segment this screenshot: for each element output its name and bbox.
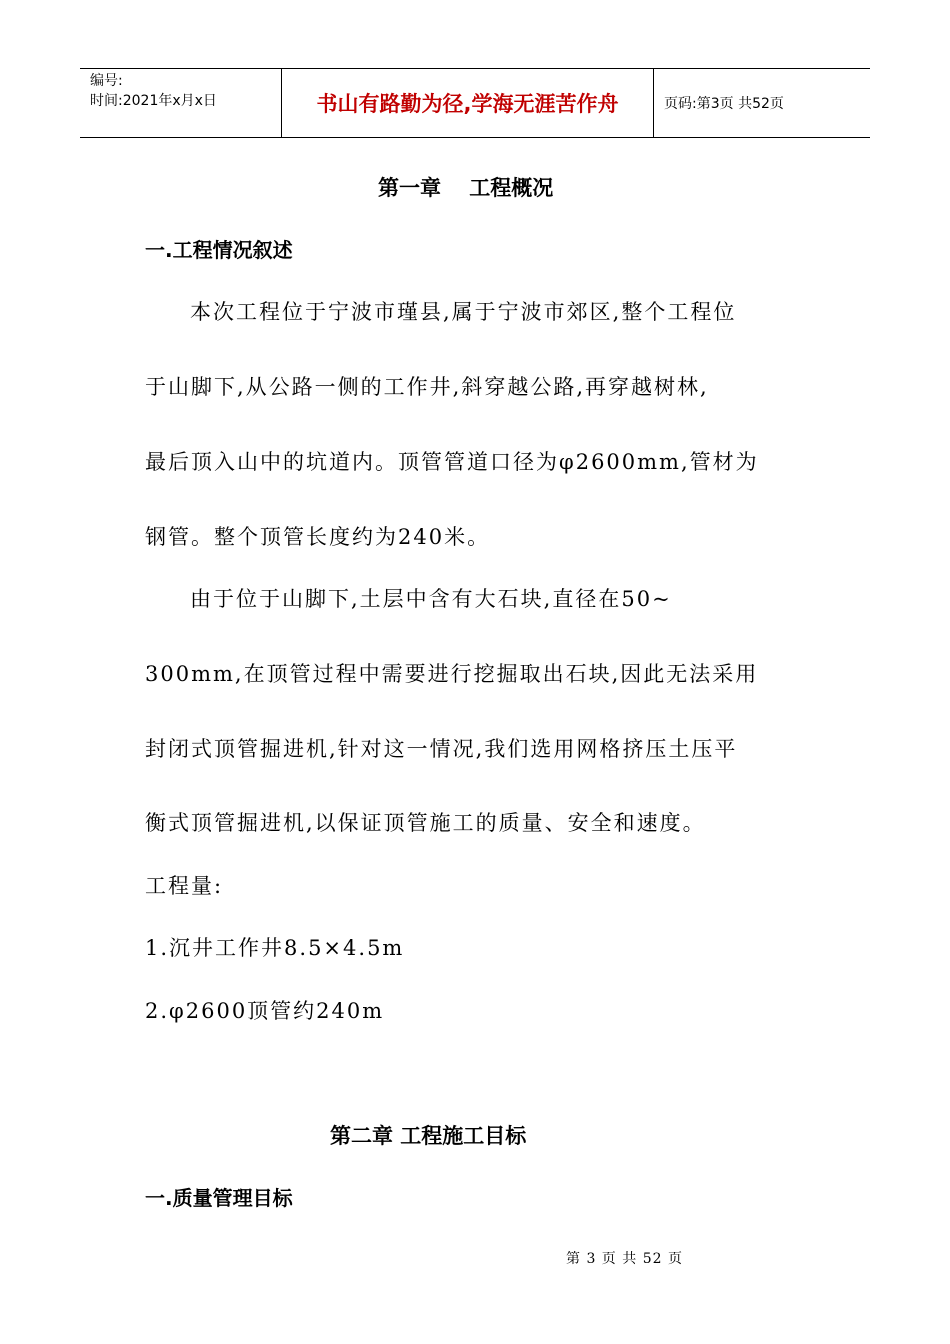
body-line: 衡式顶管掘进机,以保证顶管施工的质量、安全和速度。 [145,811,706,835]
chapter-1-title: 第一章 工程概况 [378,176,554,200]
header-motto: 书山有路勤为径,学海无涯苦作舟 [282,69,654,137]
chapter-2-title: 第二章 工程施工目标 [330,1124,527,1148]
quantity-label: 工程量: [145,874,224,898]
chapter-2-section-1-title: 一.质量管理目标 [145,1186,293,1210]
page-footer: 第 3 页 共 52 页 [566,1251,683,1267]
quantity-item-1: 1.沉井工作井8.5×4.5m [145,936,405,960]
body-line: 本次工程位于宁波市瑾县,属于宁波市郊区,整个工程位 [190,300,737,324]
body-line: 最后顶入山中的坑道内。顶管管道口径为φ2600mm,管材为 [145,450,759,474]
page-header [80,68,870,138]
serial-number-label: 编号: [90,73,123,89]
body-line: 300mm,在顶管过程中需要进行挖掘取出石块,因此无法采用 [145,662,759,686]
header-left-cell [80,69,282,137]
quantity-item-2: 2.φ2600顶管约240m [145,999,385,1023]
body-line: 于山脚下,从公路一侧的工作井,斜穿越公路,再穿越树林, [145,375,709,399]
time-label: 时间:2021年x月x日 [90,93,217,109]
header-page-info: 页码:第3页 共52页 [664,96,784,112]
body-line: 封闭式顶管掘进机,针对这一情况,我们选用网格挤压土压平 [145,737,738,761]
body-line: 由于位于山脚下,土层中含有大石块,直径在50~ [190,587,672,611]
body-line: 钢管。整个顶管长度约为240米。 [145,525,491,549]
section-1-title: 一.工程情况叙述 [145,238,293,262]
